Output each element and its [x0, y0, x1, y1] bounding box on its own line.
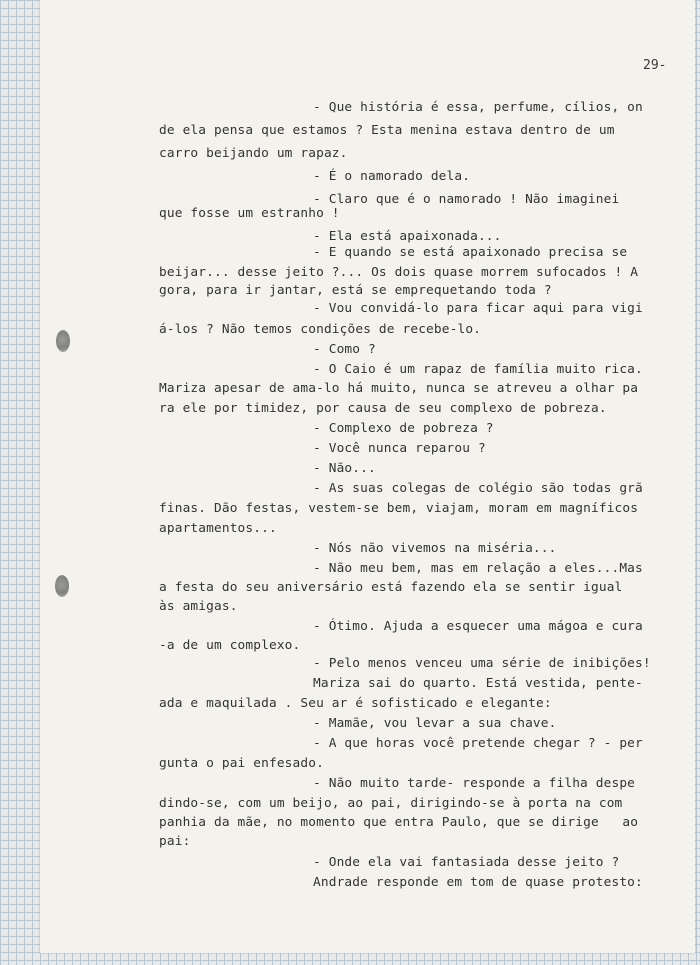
text-line: - Não... — [313, 461, 376, 476]
text-line: - Ótimo. Ajuda a esquecer uma mágoa e cura — [313, 619, 643, 634]
text-line: pai: — [159, 834, 191, 849]
page-number: 29- — [643, 58, 667, 73]
text-line: - Vou convidá-lo para ficar aqui para vigi — [313, 301, 643, 316]
text-line: gunta o pai enfesado. — [159, 756, 324, 771]
text-line: - Ela está apaixonada... — [313, 229, 502, 244]
text-line: - Mamãe, vou levar a sua chave. — [313, 716, 557, 731]
text-line: - Pelo menos venceu uma série de inibições! — [313, 656, 651, 671]
punch-hole — [55, 575, 69, 597]
text-line: gora, para ir jantar, está se emprequetando toda ? — [159, 283, 552, 298]
text-line: - As suas colegas de colégio são todas grã — [313, 481, 643, 496]
text-line: - Que história é essa, perfume, cílios, on — [313, 100, 643, 115]
text-line: - Nós não vivemos na miséria... — [313, 541, 557, 556]
text-line: a festa do seu aniversário está fazendo ela se sentir igual — [159, 580, 623, 595]
text-line: - Não muito tarde- responde a filha despe — [313, 776, 636, 791]
punch-hole — [56, 330, 70, 352]
text-line: Mariza sai do quarto. Está vestida, pente- — [313, 676, 643, 691]
text-line: apartamentos... — [159, 521, 277, 536]
text-line: á-los ? Não temos condições de recebe-lo. — [159, 322, 482, 337]
text-line: Andrade responde em tom de quase protesto: — [313, 875, 643, 890]
text-line: finas. Dão festas, vestem-se bem, viajam, moram em magníficos — [159, 501, 639, 516]
text-line: - Complexo de pobreza ? — [313, 421, 494, 436]
text-line: - O Caio é um rapaz de família muito rica. — [313, 362, 643, 377]
text-line: - A que horas você pretende chegar ? - per — [313, 736, 643, 751]
text-line: - Não meu bem, mas em relação a eles...Mas — [313, 561, 643, 576]
text-line: às amigas. — [159, 599, 238, 614]
text-line: dindo-se, com um beijo, ao pai, dirigindo-se à porta na com — [159, 796, 623, 811]
text-line: ada e maquilada . Seu ar é sofisticado e elegante: — [159, 696, 552, 711]
text-line: de ela pensa que estamos ? Esta menina estava dentro de um — [159, 123, 615, 138]
text-line: carro beijando um rapaz. — [159, 146, 348, 161]
text-line: -a de um complexo. — [159, 638, 301, 653]
text-line: Mariza apesar de ama-lo há muito, nunca se atreveu a olhar pa — [159, 381, 639, 396]
text-line: panhia da mãe, no momento que entra Paulo, que se dirige ao — [159, 815, 639, 830]
text-line: que fosse um estranho ! — [159, 206, 340, 221]
text-line: - Você nunca reparou ? — [313, 441, 486, 456]
text-line: - Claro que é o namorado ! Não imaginei — [313, 192, 620, 207]
text-line: - E quando se está apaixonado precisa se — [313, 245, 628, 260]
text-line: - Como ? — [313, 342, 376, 357]
document-page — [40, 0, 695, 953]
text-line: beijar... desse jeito ?... Os dois quase morrem sufocados ! A — [159, 265, 639, 280]
text-line: - Onde ela vai fantasiada desse jeito ? — [313, 855, 620, 870]
text-line: - É o namorado dela. — [313, 169, 471, 184]
text-line: ra ele por timidez, por causa de seu complexo de pobreza. — [159, 401, 607, 416]
